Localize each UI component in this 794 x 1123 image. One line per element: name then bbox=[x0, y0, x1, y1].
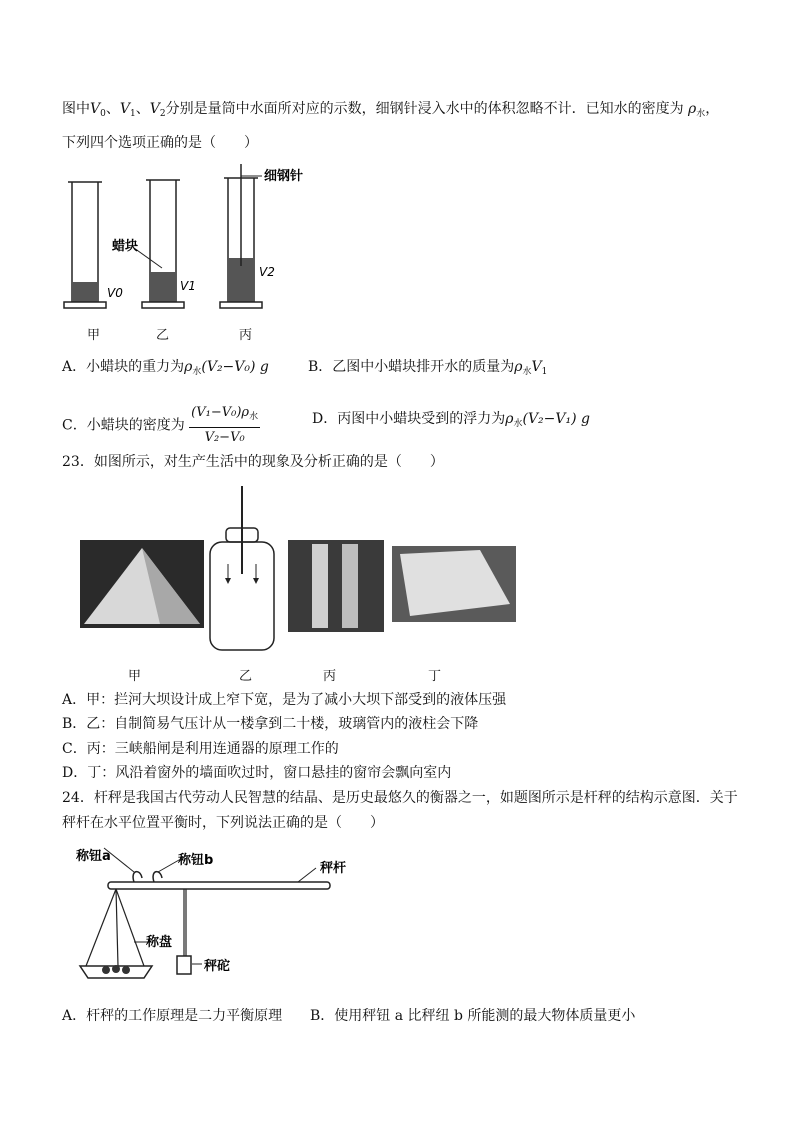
fig-label-jia: 甲 bbox=[87, 328, 101, 343]
weight-label: 秤砣 bbox=[204, 959, 231, 974]
q24-option-b: B．使用秤钮 a 比秤纽 b 所能测的最大物体质量更小 bbox=[310, 1008, 636, 1024]
fig-label-bing-23: 丙 bbox=[323, 669, 337, 684]
beam-label: 秤杆 bbox=[320, 861, 347, 876]
q22-option-d: D．丙图中小蜡块受到的浮力为$\rho_水(V_2-V_1)$ g bbox=[312, 411, 590, 429]
wax-label: 蜡块 bbox=[112, 239, 139, 254]
fig-label-jia-23: 甲 bbox=[128, 669, 142, 684]
ship-lock-photo bbox=[288, 540, 384, 632]
density-fraction: $\frac{(V_1-V_0)\rho_水}{\text{V₂−V₀}}$ bbox=[191, 405, 259, 445]
reading-v1: V1 bbox=[180, 279, 196, 293]
reading-v2: V2 bbox=[259, 265, 275, 279]
q22-option-b: B．乙图中小蜡块排开水的质量为$\rho_水V_1$ bbox=[308, 359, 548, 377]
q24-option-a: A．杆秤的工作原理是二力平衡原理 bbox=[62, 1008, 283, 1024]
fig-label-ding-23: 丁 bbox=[428, 669, 442, 684]
q22-figure bbox=[62, 162, 342, 342]
cylinder-bing bbox=[220, 164, 303, 308]
q22-stem: 下列四个选项正确的是（ ） bbox=[62, 135, 258, 151]
q23-option-c: C．丙：三峡船闸是利用连通器的原理工作的 bbox=[62, 741, 339, 757]
reading-v0: V0 bbox=[107, 286, 123, 300]
q22-option-a: A．小蜡块的重力为$\rho_水(V_2-V_0)$ g bbox=[62, 359, 269, 377]
pan-label: 称盘 bbox=[146, 935, 173, 950]
q22-option-c: C．小蜡块的密度为 $\frac{(V_1-V_0)\rho_水}{\text{V₂−V₀}}$ bbox=[62, 403, 260, 448]
q23-option-b: B．乙：自制简易气压计从一楼拿到二十楼，玻璃管内的液柱会下降 bbox=[62, 716, 479, 732]
q23-stem: 23．如图所示，对生产生活中的现象及分析正确的是（ ） bbox=[62, 454, 444, 470]
dam-photo bbox=[80, 540, 204, 628]
fig-label-bing: 丙 bbox=[239, 328, 253, 343]
needle-label: 细钢针 bbox=[264, 169, 304, 184]
q24-stem-line1: 24．杆秤是我国古代劳动人民智慧的结晶、是历史最悠久的衡器之一，如题图所示是杆秤的结构示意图．关于 bbox=[62, 790, 738, 806]
knob-a-label: 称钮a bbox=[76, 849, 111, 864]
q22-intro: 图中$V_0$、$V_1$、$V_2$分别是量筒中水面所对应的示数，细钢针浸入水中的体积忽略不计．已知水的密度为 $\rho_水$， bbox=[62, 101, 720, 119]
barometer-bottle bbox=[210, 486, 274, 650]
q24-figure bbox=[68, 842, 348, 992]
q23-figure bbox=[80, 484, 520, 656]
fig-label-yi: 乙 bbox=[156, 328, 170, 343]
q23-option-a: A．甲：拦河大坝设计成上窄下宽，是为了减小大坝下部受到的液体压强 bbox=[62, 692, 507, 708]
q23-option-d: D．丁：风沿着窗外的墙面吹过时，窗口悬挂的窗帘会飘向室内 bbox=[62, 765, 452, 781]
cylinder-yi bbox=[111, 180, 196, 308]
knob-b-label: 称钮b bbox=[178, 853, 214, 868]
q24-stem-line2: 秤杆在水平位置平衡时，下列说法正确的是（ ） bbox=[62, 815, 384, 831]
curtain-photo bbox=[392, 546, 516, 622]
fig-label-yi-23: 乙 bbox=[239, 669, 253, 684]
